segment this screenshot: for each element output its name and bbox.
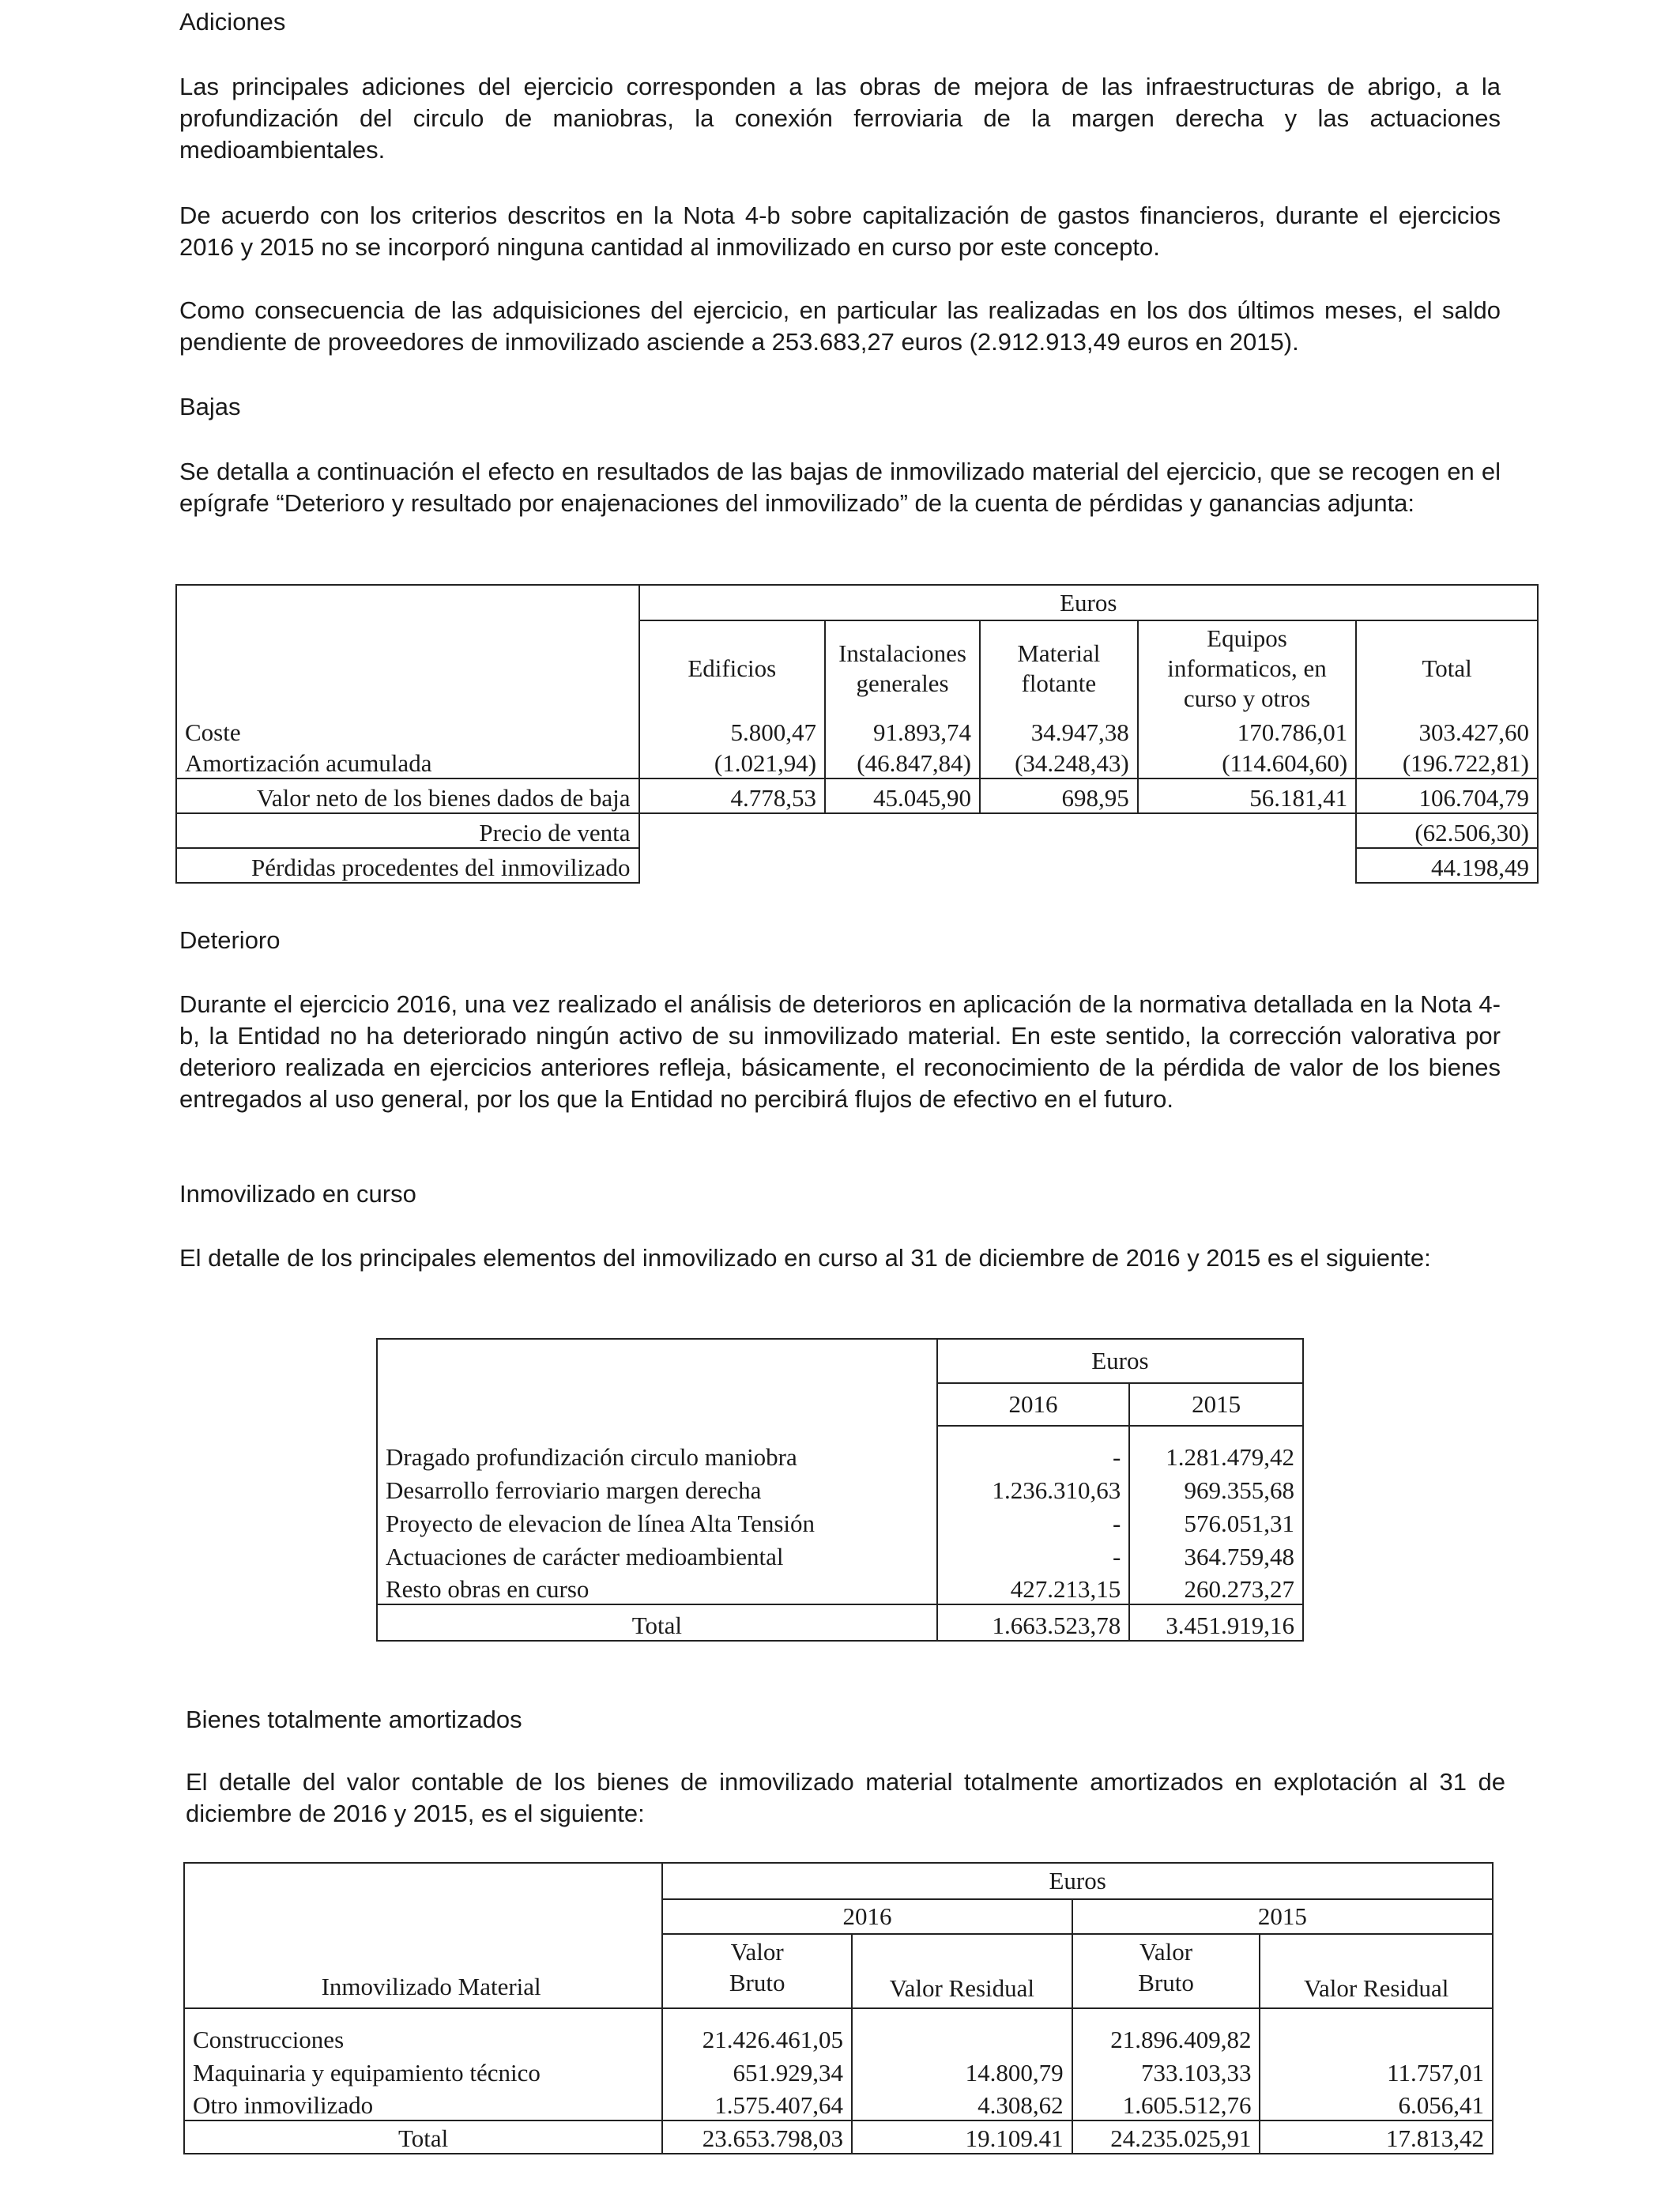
row-label-amortizacion: Amortización acumulada <box>176 747 639 778</box>
col-instalaciones: Instalaciones generales <box>825 620 980 715</box>
curso-cell-2015: 260.273,27 <box>1129 1571 1303 1604</box>
bajas-corner <box>176 585 639 715</box>
paragraph-inmovilizado-curso: El detalle de los principales elementos del inmovilizado en curso al 31 de diciembre de 2016 y 2015 es el siguiente: <box>179 1244 1431 1272</box>
curso-cell-2016: - <box>937 1538 1130 1571</box>
amort-total-bruto-2015: 24.235.025,91 <box>1072 2120 1260 2154</box>
cell-neto-material: 698,95 <box>980 778 1138 813</box>
curso-row-label: Actuaciones de carácter medioambiental <box>377 1538 937 1571</box>
cell-coste-total: 303.427,60 <box>1356 715 1538 747</box>
col-material-flotante: Material flotante <box>980 620 1138 715</box>
col-edificios: Edificios <box>639 620 826 715</box>
curso-col-2015: 2015 <box>1129 1383 1303 1426</box>
col-equipos: Equipos informaticos, en curso y otros <box>1138 620 1356 715</box>
amort-row-label: Otro inmovilizado <box>184 2087 662 2120</box>
amort-cell-bruto-2015: 21.896.409,82 <box>1072 2021 1260 2054</box>
amort-cell-bruto-2016: 21.426.461,05 <box>662 2021 852 2054</box>
amort-row-label: Maquinaria y equipamiento técnico <box>184 2054 662 2087</box>
curso-col-2016: 2016 <box>937 1383 1130 1426</box>
cell-coste-instalaciones: 91.893,74 <box>825 715 980 747</box>
amort-residual-2016: Valor Residual <box>852 1934 1072 2008</box>
curso-row-label: Proyecto de elevacion de línea Alta Tensión <box>377 1505 937 1538</box>
paragraph-bienes-amortizados: El detalle del valor contable de los bienes de inmovilizado material totalmente amortizados en explotación al 31 de diciembre de 2016 y 2015, es el siguiente: <box>186 1768 1505 1827</box>
amort-cell-bruto-2015: 733.103,33 <box>1072 2054 1260 2087</box>
curso-table <box>376 1338 1304 1642</box>
cell-neto-instalaciones: 45.045,90 <box>825 778 980 813</box>
bajas-euros-header: Euros <box>639 585 1538 620</box>
paragraph-adiciones-2: De acuerdo con los criterios descritos en la Nota 4-b sobre capitalización de gastos financieros, durante el ejercicios 2016 y 2015 no se incorporó ninguna cantidad al inmovilizado en curso por este concepto. <box>179 202 1501 261</box>
amort-total-bruto-2016: 23.653.798,03 <box>662 2120 852 2154</box>
cell-amort-total: (196.722,81) <box>1356 747 1538 778</box>
amort-residual-2015: Valor Residual <box>1260 1934 1493 2008</box>
row-label-perdidas: Pérdidas procedentes del inmovilizado <box>176 848 639 883</box>
curso-total-label: Total <box>377 1604 937 1641</box>
amort-cell-residual-2016 <box>852 2021 1072 2054</box>
amort-bruto-2015: Bruto <box>1072 1969 1260 2008</box>
curso-row-label: Dragado profundización circulo maniobra <box>377 1426 937 1472</box>
row-label-valor-neto: Valor neto de los bienes dados de baja <box>176 778 639 813</box>
cell-coste-equipos: 170.786,01 <box>1138 715 1356 747</box>
paragraph-bajas: Se detalla a continuación el efecto en resultados de las bajas de inmovilizado material del ejercicio, que se recogen en el epígrafe “Deterioro y resultado por enajenaciones del inmovilizado” de la cuenta de pérdidas y ganancias adjunta: <box>179 458 1501 517</box>
col-total: Total <box>1356 620 1538 715</box>
cell-coste-edificios: 5.800,47 <box>639 715 826 747</box>
curso-cell-2015: 969.355,68 <box>1129 1472 1303 1505</box>
heading-adiciones: Adiciones <box>179 8 286 36</box>
heading-deterioro: Deterioro <box>179 926 281 954</box>
amort-cell-residual-2015: 11.757,01 <box>1260 2054 1493 2087</box>
heading-bajas: Bajas <box>179 393 241 420</box>
curso-cell-2016: 427.213,15 <box>937 1571 1130 1604</box>
heading-bienes-amortizados: Bienes totalmente amortizados <box>186 1706 522 1733</box>
cell-amort-equipos: (114.604,60) <box>1138 747 1356 778</box>
row-label-precio-venta: Precio de venta <box>176 813 639 848</box>
curso-row-label: Resto obras en curso <box>377 1571 937 1604</box>
heading-inmovilizado-curso: Inmovilizado en curso <box>179 1180 416 1208</box>
cell-coste-material: 34.947,38 <box>980 715 1138 747</box>
row-label-coste: Coste <box>176 715 639 747</box>
amort-euros-header: Euros <box>662 1863 1493 1899</box>
amort-cell-bruto-2016: 1.575.407,64 <box>662 2087 852 2120</box>
curso-cell-2015: 364.759,48 <box>1129 1538 1303 1571</box>
amort-total-residual-2015: 17.813,42 <box>1260 2120 1493 2154</box>
amort-cell-bruto-2015: 1.605.512,76 <box>1072 2087 1260 2120</box>
curso-euros-header: Euros <box>937 1339 1303 1383</box>
amort-total-residual-2016: 19.109.41 <box>852 2120 1072 2154</box>
curso-corner <box>377 1339 937 1426</box>
cell-precio-venta-total: (62.506,30) <box>1356 813 1538 848</box>
curso-row-label: Desarrollo ferroviario margen derecha <box>377 1472 937 1505</box>
amortizados-table <box>183 1862 1494 2154</box>
amort-row-label: Construcciones <box>184 2021 662 2054</box>
amort-col-label-cell <box>184 1863 662 2008</box>
amort-year-2016: 2016 <box>662 1899 1072 1934</box>
curso-total-2015: 3.451.919,16 <box>1129 1604 1303 1641</box>
paragraph-deterioro: Durante el ejercicio 2016, una vez realizado el análisis de deterioros en aplicación de la normativa detallada en la Nota 4-b, la Entidad no ha deteriorado ningún activo de su inmovilizado material. En este sentido, la corrección valorativa por deterioro realizada en ejercicios anteriores refleja, básicamente, el reconocimiento de la pérdida de valor de los bienes entregados al uso general, por los que la Entidad no percibirá flujos de efectivo en el futuro. <box>179 990 1501 1113</box>
curso-cell-2016: - <box>937 1426 1130 1472</box>
amort-total-label: Total <box>184 2120 662 2154</box>
paragraph-adiciones-3: Como consecuencia de las adquisiciones del ejercicio, en particular las realizadas en los dos últimos meses, el saldo pendiente de proveedores de inmovilizado asciende a 253.683,27 euros (2.912.913,49 euros en 2015). <box>179 296 1501 356</box>
cell-amort-instalaciones: (46.847,84) <box>825 747 980 778</box>
cell-amort-edificios: (1.021,94) <box>639 747 826 778</box>
amort-cell-residual-2016: 14.800,79 <box>852 2054 1072 2087</box>
curso-cell-2015: 1.281.479,42 <box>1129 1426 1303 1472</box>
curso-cell-2016: - <box>937 1505 1130 1538</box>
bajas-table <box>175 584 1539 884</box>
cell-neto-edificios: 4.778,53 <box>639 778 826 813</box>
amort-bruto-2016: Bruto <box>662 1969 852 2008</box>
curso-cell-2016: 1.236.310,63 <box>937 1472 1130 1505</box>
amort-cell-residual-2016: 4.308,62 <box>852 2087 1072 2120</box>
curso-total-2016: 1.663.523,78 <box>937 1604 1130 1641</box>
amort-valor-2015: Valor <box>1072 1934 1260 1969</box>
cell-neto-equipos: 56.181,41 <box>1138 778 1356 813</box>
amort-cell-bruto-2016: 651.929,34 <box>662 2054 852 2087</box>
paragraph-adiciones-1: Las principales adiciones del ejercicio corresponden a las obras de mejora de las infraestructuras de abrigo, a la profundización del circulo de maniobras, la conexión ferroviaria de la margen derecha y las actuaciones medioambientales. <box>179 73 1501 164</box>
amort-cell-residual-2015: 6.056,41 <box>1260 2087 1493 2120</box>
cell-perdidas-total: 44.198,49 <box>1356 848 1538 883</box>
amort-year-2015: 2015 <box>1072 1899 1493 1934</box>
cell-neto-total: 106.704,79 <box>1356 778 1538 813</box>
amort-cell-residual-2015 <box>1260 2021 1493 2054</box>
amort-valor-2016: Valor <box>662 1934 852 1969</box>
cell-amort-material: (34.248,43) <box>980 747 1138 778</box>
curso-cell-2015: 576.051,31 <box>1129 1505 1303 1538</box>
amort-col-label: Inmovilizado Material <box>321 1973 541 2000</box>
